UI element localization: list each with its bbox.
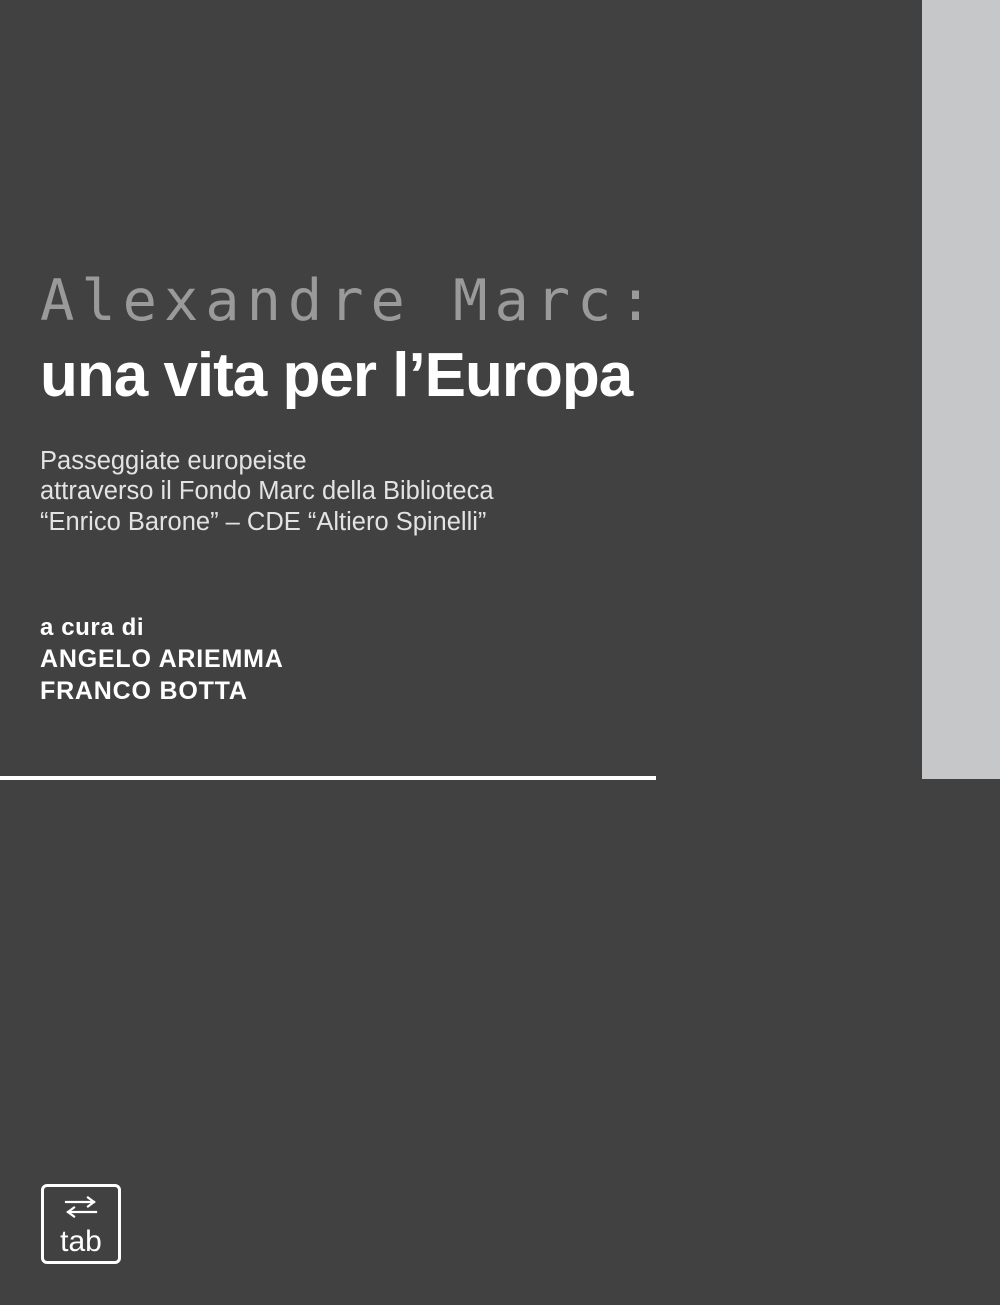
- cover-subtitle-line-3: “Enrico Barone” – CDE “Altiero Spinelli”: [40, 507, 487, 536]
- cover-subtitle-line-2: attraverso il Fondo Marc della Biblioteca: [40, 477, 494, 506]
- editors-label: a cura di: [40, 614, 145, 641]
- horizontal-rule: [0, 776, 656, 780]
- cover-subtitle-line-1: Passeggiate europeiste: [40, 447, 307, 475]
- cover-subtitle: [40, 446, 494, 537]
- editor-name-1: ANGELO ARIEMMA: [40, 645, 284, 674]
- editors-block: [40, 612, 284, 707]
- editor-name-2: FRANCO BOTTA: [40, 676, 248, 705]
- decorative-grey-band: [922, 0, 1000, 779]
- publisher-name: tab: [60, 1225, 102, 1258]
- cover-title-line2: una vita per l’Europa: [40, 341, 633, 410]
- exchange-arrows-icon: [64, 1196, 98, 1218]
- cover-title-line1: Alexandre Marc:: [40, 268, 660, 334]
- publisher-logo: [41, 1184, 121, 1264]
